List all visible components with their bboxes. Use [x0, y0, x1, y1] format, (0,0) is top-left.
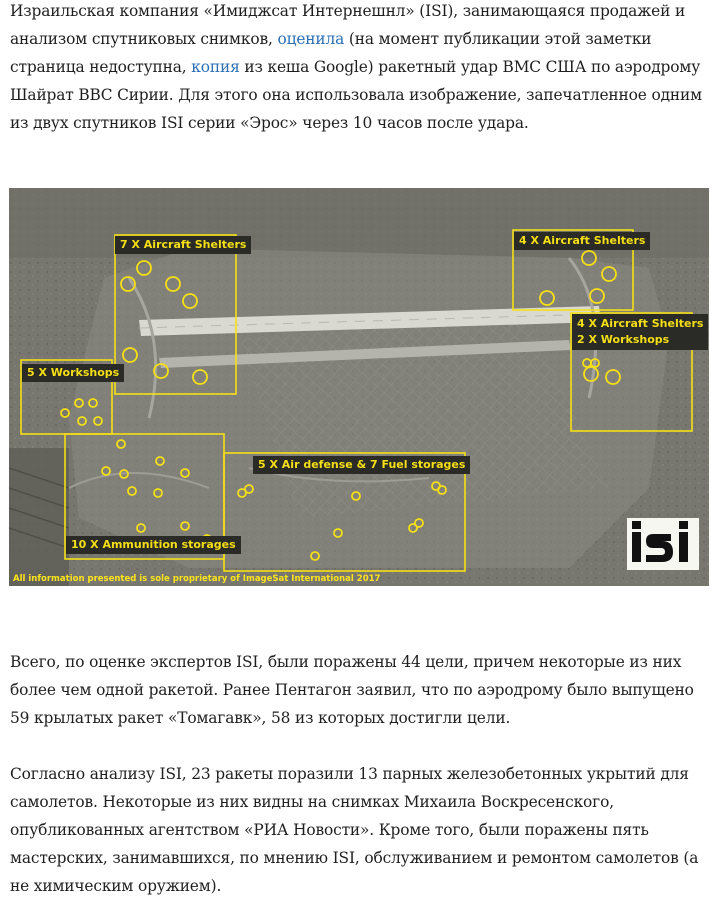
- intro-text-1: Израильская компания «Имиджсат Интернешнл» (ISI), занимающаяся продажей и анализом спутниковых снимков,: [10, 2, 686, 48]
- isi-logo: [627, 518, 699, 570]
- satellite-image: [9, 188, 709, 586]
- label-shelters-northeast: 4 X Aircraft Shelters: [514, 232, 650, 250]
- intro-text-3: из кеша Google) ракетный удар ВМС США по аэродрому Шайрат ВВС Сирии. Для этого она использовала изображение, запечатленное одним из двух спутников ISI серии «Эрос» через 10 часов после удара.: [10, 58, 702, 132]
- intro-paragraph: [10, 0, 710, 137]
- label-shelters-west: 7 X Aircraft Shelters: [115, 236, 251, 254]
- isi-logo-mark: [627, 518, 699, 570]
- intro-text-2: (на момент публикации этой заметки страница недоступна,: [10, 30, 652, 76]
- image-credit: All information presented is sole proprietary of ImageSat International 2017: [13, 574, 381, 584]
- label-shelters-east: [572, 314, 708, 350]
- label-ammunition: 10 X Ammunition storages: [66, 536, 241, 554]
- copy-link[interactable]: копия: [191, 58, 240, 76]
- label-workshops-east: 2 X Workshops: [577, 333, 670, 346]
- evaluated-link[interactable]: оценила: [277, 30, 345, 48]
- label-workshops-west: 5 X Workshops: [22, 364, 124, 382]
- label-shelters-east-line1: 4 X Aircraft Shelters: [577, 317, 704, 330]
- summary-paragraph: Всего, по оценке экспертов ISI, были поражены 44 цели, причем некоторые из них более чем одной ракетой. Ранее Пентагон заявил, что по аэродрому было выпущено 59 крылатых ракет «Томагавк», 58 из которых достигли цели.: [10, 653, 694, 727]
- analysis-paragraph: Согласно анализу ISI, 23 ракеты поразили 13 парных железобетонных укрытий для самолетов. Некоторые из них видны на снимках Михаила Воскресенского, опубликованных агентством «РИА Новости». Кроме того, были поражены пять мастерских, занимавшихся, по мнению ISI, обслуживанием и ремонтом самолетов (а не химическим оружием).: [10, 765, 699, 895]
- label-air-defense: 5 X Air defense & 7 Fuel storages: [253, 456, 470, 474]
